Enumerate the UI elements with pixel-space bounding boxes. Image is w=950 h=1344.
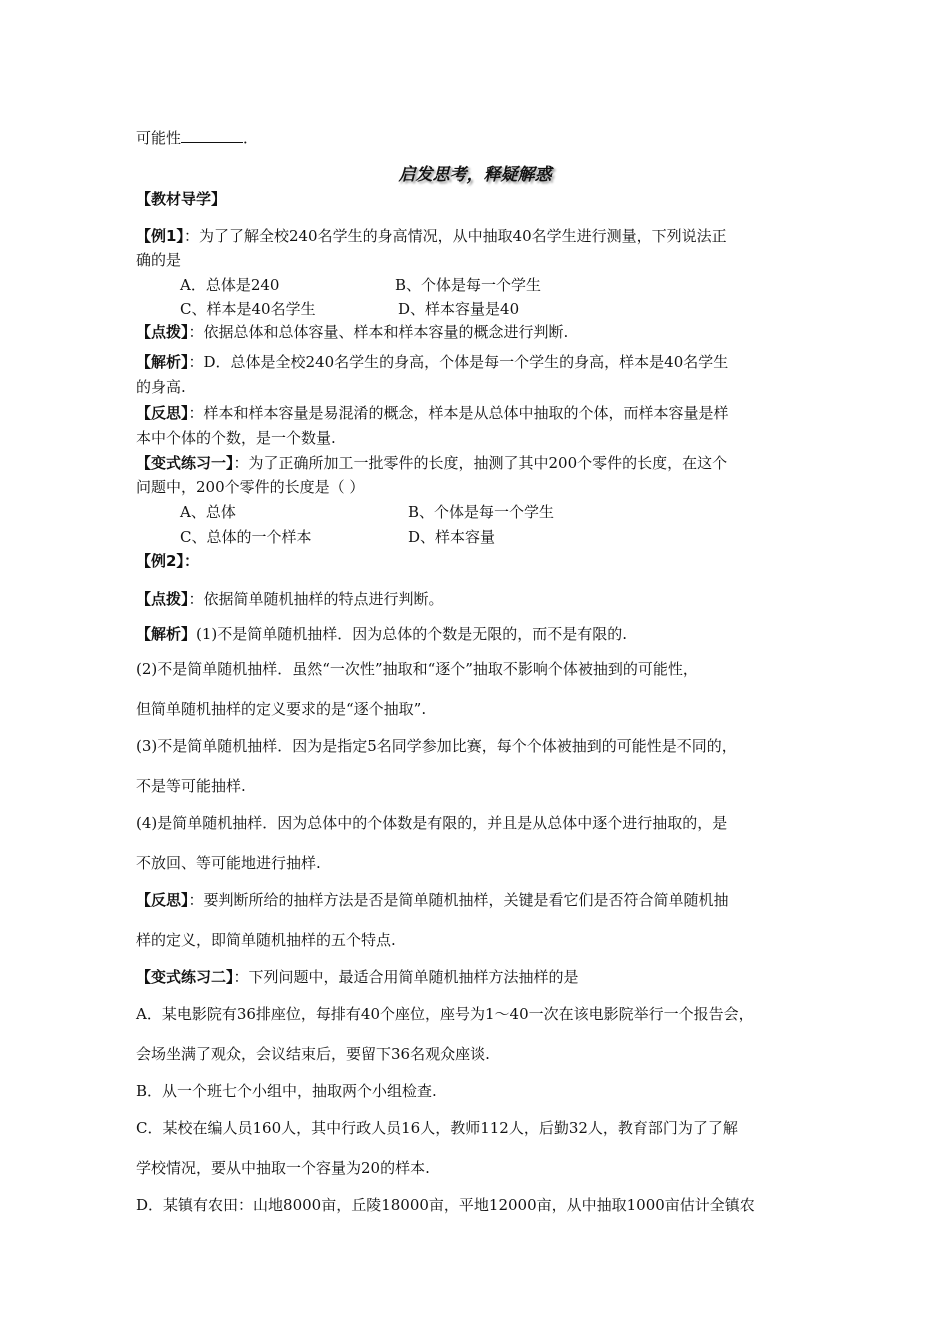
variant-option-a: A、总体 [180, 503, 236, 521]
variant-option-b: B、个体是每一个学生 [408, 503, 555, 521]
variant-option-d: D、样本容量 [408, 528, 496, 546]
reflect-1-cont: 本中个体的个数，是一个数量. [136, 429, 336, 447]
example-label: 【例2】 [136, 552, 184, 570]
answer-blank [181, 128, 243, 143]
analysis-label: 【解析】 [136, 353, 189, 371]
analysis-2-p2-cont: 但简单随机抽样的定义要求的是“逐个抽取”. [136, 700, 427, 718]
analysis-1: 【解析】：D．总体是全校240名学生的身高，个体是每一个学生的身高，样本是40名学生 [136, 353, 729, 371]
analysis-1-cont: 的身高. [136, 378, 186, 396]
hint-label: 【点拨】 [136, 323, 189, 341]
variant-1: 【变式练习一】：为了正确所加工一批零件的长度，抽测了其中200个零件的长度，在这个 [136, 454, 728, 472]
option-d: D、样本容量是40 [398, 300, 520, 318]
analysis-2-p4: (4)是简单随机抽样．因为总体中的个体数是有限的，并且是从总体中逐个进行抽取的，是 [136, 814, 728, 832]
hint-2: 【点拨】：依据简单随机抽样的特点进行判断。 [136, 590, 444, 608]
analysis-2-p2: (2)不是简单随机抽样．虽然“一次性”抽取和“逐个”抽取不影响个体被抽到的可能性， [136, 660, 698, 678]
analysis-2: 【解析】(1)不是简单随机抽样．因为总体的个数是无限的，而不是有限的. [136, 625, 628, 643]
variant-1-cont: 问题中，200个零件的长度是（ ） [136, 478, 365, 496]
example-1: 【例1】：为了了解全校240名学生的身高情况，从中抽取40名学生进行测量，下列说法正 [136, 227, 727, 245]
analysis-label: 【解析】 [136, 625, 197, 643]
example-2: 【例2】： [136, 552, 199, 570]
analysis-2-p3-cont: 不是等可能抽样. [136, 777, 246, 795]
variant-2-option-a: A．某电影院有36排座位，每排有40个座位，座号为1～40一次在该电影院举行一个报告会， [136, 1005, 754, 1023]
option-b: B、个体是每一个学生 [395, 276, 542, 294]
hint-1: 【点拨】：依据总体和总体容量、样本和样本容量的概念进行判断. [136, 323, 569, 341]
analysis-2-p3: (3)不是简单随机抽样．因为是指定5名同学参加比赛，每个个体被抽到的可能性是不同的， [136, 737, 737, 755]
reflect-label: 【反思】 [136, 891, 189, 909]
reflect-1: 【反思】：样本和样本容量是易混淆的概念，样本是从总体中抽取的个体，而样本容量是样 [136, 404, 729, 422]
analysis-2-p4-cont: 不放回、等可能地进行抽样. [136, 854, 321, 872]
top-text: 可能性 [136, 129, 182, 147]
variant-2-option-b: B．从一个班七个小组中，抽取两个小组检查. [136, 1082, 437, 1100]
variant-label: 【变式练习二】 [136, 968, 234, 986]
option-a: A．总体是240 [180, 276, 280, 294]
variant-2-option-c: C．某校在编人员160人，其中行政人员16人，教师112人，后勤32人，教育部门为了了解 [136, 1119, 738, 1137]
example-label: 【例1】 [136, 227, 184, 245]
example-1-cont: 确的是 [136, 251, 182, 269]
variant-2-option-d: D．某镇有农田：山地8000亩，丘陵18000亩，平地12000亩，从中抽取1000亩估计全镇农 [136, 1196, 755, 1214]
variant-label: 【变式练习一】 [136, 454, 234, 472]
reflect-2: 【反思】：要判断所给的抽样方法是否是简单随机抽样，关键是看它们是否符合简单随机抽 [136, 891, 729, 909]
variant-2-option-c-cont: 学校情况，要从中抽取一个容量为20的样本. [136, 1159, 430, 1177]
reflect-label: 【反思】 [136, 404, 189, 422]
section-title: 启发思考，释疑解惑 [398, 165, 552, 185]
reflect-2-cont: 样的定义，即简单随机抽样的五个特点. [136, 931, 396, 949]
variant-2: 【变式练习二】：下列问题中，最适合用简单随机抽样方法抽样的是 [136, 968, 579, 986]
heading-guide: 【教材导学】 [136, 190, 227, 208]
option-c: C、样本是40名学生 [180, 300, 316, 318]
text-line: 可能性 ． [136, 129, 259, 147]
variant-2-option-a-cont: 会场坐满了观众，会议结束后，要留下36名观众座谈. [136, 1045, 490, 1063]
hint-label: 【点拨】 [136, 590, 189, 608]
variant-option-c: C、总体的一个样本 [180, 528, 312, 546]
